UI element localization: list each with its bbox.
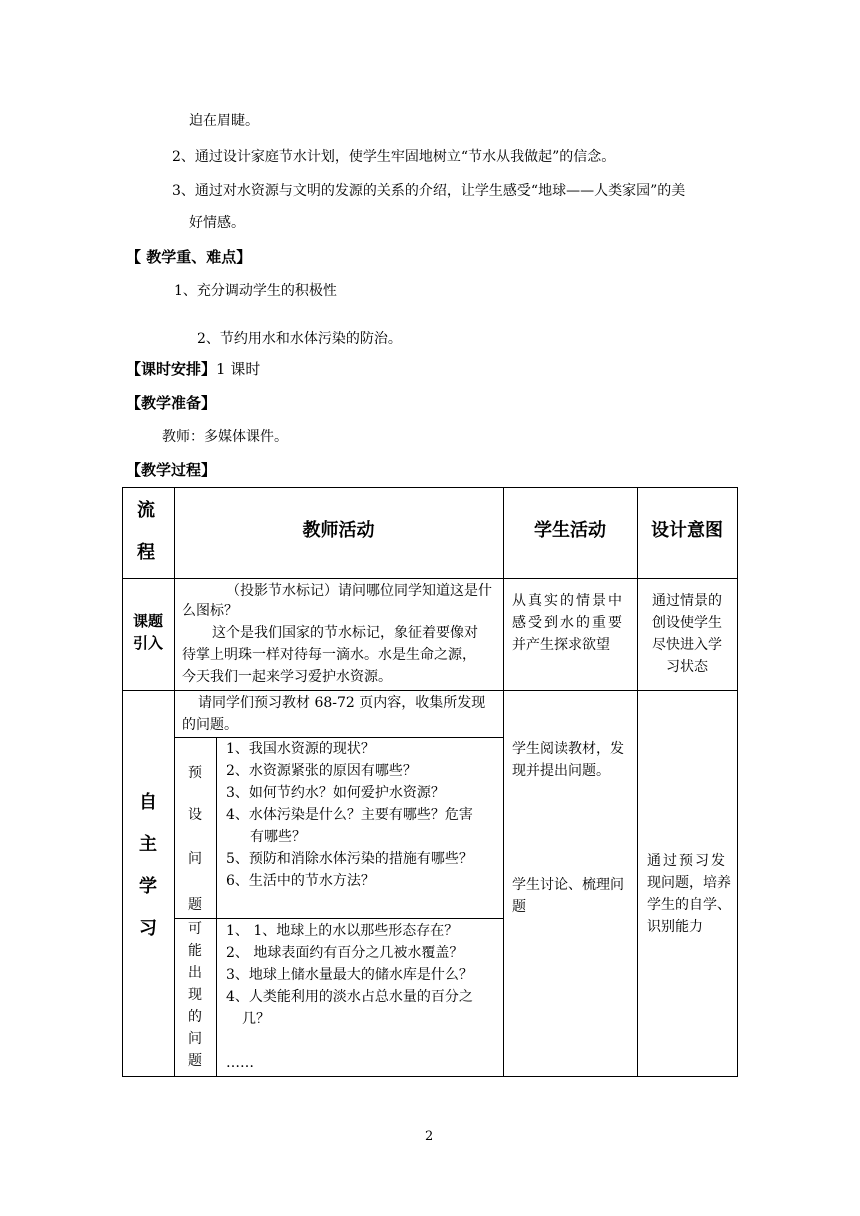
header-student: 学生活动 bbox=[534, 520, 606, 541]
preset-question: 5、预防和消除水体污染的措施有哪些？ bbox=[226, 851, 473, 867]
possible-question: 2、 地球表面约有百分之几被水覆盖？ bbox=[226, 945, 464, 961]
schedule-heading: 【课时安排】 bbox=[126, 360, 217, 378]
stage-self-study-char: 学 bbox=[139, 876, 157, 897]
stage-intro-1: 课题 bbox=[132, 612, 163, 630]
preset-question: 有哪些？ bbox=[250, 829, 306, 845]
design-self-study-line: 通过预习发 bbox=[647, 853, 727, 869]
preset-question: 4、水体污染是什么？主要有哪些？危害 bbox=[226, 807, 473, 823]
page-number: 2 bbox=[425, 1129, 434, 1144]
header-flow-1: 流 bbox=[137, 500, 155, 521]
intro-line-2a: 3、通过对水资源与文明的发源的关系的介绍，让学生感受“地球——人类家园”的美 bbox=[172, 183, 686, 199]
possible-label-char: 的 bbox=[188, 1009, 202, 1025]
teacher-intro-line: 待掌上明珠一样对待每一滴水。水是生命之源， bbox=[182, 647, 476, 663]
design-self-study-line: 识别能力 bbox=[647, 919, 703, 935]
teacher-intro-line: 么图标？ bbox=[182, 603, 238, 619]
design-intro-line: 尽快进入学 bbox=[652, 637, 722, 653]
stage-intro-2: 引入 bbox=[132, 634, 163, 652]
design-self-study-line: 现问题，培养 bbox=[647, 875, 731, 891]
design-intro-line: 通过情景的 bbox=[652, 593, 722, 609]
teacher-intro-line: 今天我们一起来学习爱护水资源。 bbox=[182, 669, 392, 685]
teacher-intro-line: 这个是我们国家的节水标记，象征着要像对 bbox=[212, 625, 478, 641]
student-self-study-line: 学生阅读教材，发 bbox=[512, 741, 624, 757]
self-study-intro-line: 的问题。 bbox=[182, 717, 238, 733]
possible-label-char: 可 bbox=[188, 921, 202, 937]
intro-line-0: 迫在眉睫。 bbox=[189, 113, 259, 129]
key-points-heading: 【 教学重、难点】 bbox=[126, 248, 252, 266]
header-flow-2: 程 bbox=[137, 542, 155, 563]
key-point-1: 1、充分调动学生的积极性 bbox=[174, 283, 337, 299]
preset-question: 1、我国水资源的现状？ bbox=[226, 741, 375, 757]
header-teacher: 教师活动 bbox=[302, 520, 375, 541]
possible-question: 3、地球上储水量最大的储水库是什么？ bbox=[226, 967, 473, 983]
possible-label-char: 题 bbox=[188, 1053, 202, 1069]
intro-line-1: 2、通过设计家庭节水计划，使学生牢固地树立“节水从我做起”的信念。 bbox=[172, 149, 616, 165]
lesson-table bbox=[122, 487, 738, 1077]
preset-label-char: 题 bbox=[188, 897, 202, 913]
preset-label-char: 设 bbox=[188, 807, 202, 823]
design-intro-line: 习状态 bbox=[666, 659, 708, 675]
teacher-intro-line: （投影节水标记）请问哪位同学知道这是什 bbox=[226, 583, 492, 599]
stage-self-study-char: 主 bbox=[139, 834, 157, 855]
stage-self-study-char: 自 bbox=[139, 792, 157, 813]
preset-label-char: 预 bbox=[188, 765, 202, 781]
stage-self-study-char: 习 bbox=[139, 918, 157, 939]
student-intro-line: 并产生探求欲望 bbox=[512, 637, 610, 653]
preset-label-char: 问 bbox=[188, 851, 202, 867]
header-design: 设计意图 bbox=[651, 520, 723, 541]
possible-label-char: 问 bbox=[188, 1031, 202, 1047]
preset-question: 3、如何节约水？如何爱护水资源？ bbox=[226, 785, 445, 801]
preset-question: 6、生活中的节水方法？ bbox=[226, 873, 375, 889]
schedule-value: 1 课时 bbox=[216, 360, 261, 378]
preparation-text: 教师：多媒体课件。 bbox=[162, 429, 288, 445]
student-discuss-line: 学生讨论、梳理问 bbox=[512, 877, 624, 893]
student-intro-line: 感受到水的重要 bbox=[512, 615, 624, 631]
student-self-study-line: 现并提出问题。 bbox=[512, 763, 610, 779]
student-intro-line: 从真实的情景中 bbox=[512, 593, 624, 609]
design-self-study-line: 学生的自学、 bbox=[647, 897, 731, 913]
possible-label-char: 出 bbox=[188, 965, 202, 981]
key-point-2: 2、节约用水和水体污染的防治。 bbox=[197, 331, 402, 347]
design-intro-line: 创设使学生 bbox=[652, 615, 722, 631]
possible-question: 几？ bbox=[242, 1011, 270, 1027]
possible-question: 1、 1、地球上的水以那些形态存在？ bbox=[226, 923, 459, 939]
preparation-heading: 【教学准备】 bbox=[126, 394, 217, 412]
intro-line-2b: 好情感。 bbox=[189, 215, 245, 231]
process-heading: 【教学过程】 bbox=[126, 461, 217, 479]
possible-label-char: 能 bbox=[188, 943, 202, 959]
preset-question: 2、水资源紧张的原因有哪些？ bbox=[226, 763, 417, 779]
schedule-line bbox=[126, 360, 260, 378]
student-discuss-line: 题 bbox=[512, 899, 526, 915]
possible-question-ellipsis: …… bbox=[226, 1055, 254, 1071]
possible-question: 4、人类能利用的淡水占总水量的百分之 bbox=[226, 989, 473, 1005]
self-study-intro-line: 请同学们预习教材 68-72 页内容，收集所发现 bbox=[198, 695, 486, 711]
possible-label-char: 现 bbox=[188, 987, 202, 1003]
